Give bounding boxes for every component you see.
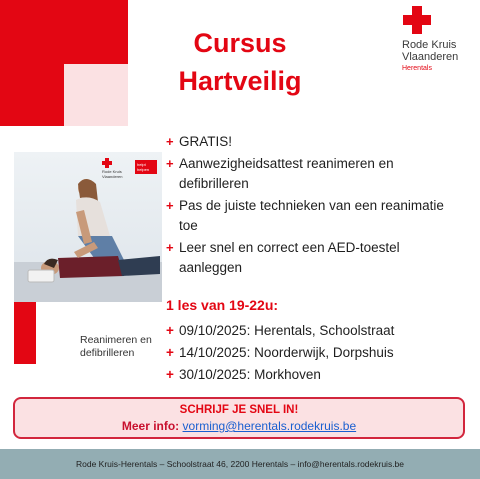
brochure-logo-text bbox=[102, 169, 122, 179]
brochure-cross-icon bbox=[102, 158, 112, 168]
logo-name-line-1: Rode Kruis bbox=[402, 39, 457, 51]
cpr-training-illustration bbox=[14, 152, 162, 302]
course-benefits-list bbox=[166, 132, 466, 280]
brochure-badge-line-1: helpt bbox=[137, 162, 146, 167]
brochure-badge bbox=[135, 160, 157, 174]
list-item: + Pas de juiste technieken van een reanimatie toe bbox=[166, 198, 444, 233]
signup-heading: SCHRIJF JE SNEL IN! bbox=[179, 404, 299, 416]
brochure-caption-line-1: Reanimeren en bbox=[80, 334, 152, 346]
logo-subtitle: Herentals bbox=[402, 65, 432, 72]
more-info bbox=[15, 418, 463, 435]
brochure-logo-line-2: Vlaanderen bbox=[102, 174, 123, 179]
plus-icon: + bbox=[166, 367, 174, 382]
decorative-pink-block bbox=[64, 64, 128, 126]
plus-icon: + bbox=[166, 134, 174, 149]
list-item: + 09/10/2025: Herentals, Schoolstraat bbox=[166, 320, 466, 342]
sessions-heading: 1 les van 19-22u: bbox=[166, 297, 279, 313]
logo-name bbox=[402, 39, 478, 63]
plus-icon: + bbox=[166, 156, 174, 171]
brochure-caption-line-2: defibrilleren bbox=[80, 347, 135, 359]
title-line-2: Hartveilig bbox=[178, 66, 302, 96]
footer-contact: Rode Kruis-Herentals – Schoolstraat 46, 2200 Herentals – info@herentals.rodekruis.be bbox=[0, 449, 480, 479]
brochure-logo-line-1: Rode Kruis bbox=[102, 169, 122, 174]
list-item: + GRATIS! bbox=[166, 132, 466, 152]
plus-icon: + bbox=[166, 345, 174, 360]
rode-kruis-logo bbox=[402, 6, 478, 72]
plus-icon: + bbox=[166, 240, 174, 255]
brochure-caption bbox=[80, 334, 152, 360]
decorative-red-block bbox=[0, 0, 128, 64]
list-item: + Leer snel en correct een AED-toestel aanleggen bbox=[166, 240, 400, 275]
page-title bbox=[150, 24, 330, 100]
title-line-1: Cursus bbox=[193, 28, 287, 58]
decorative-red-block-lower bbox=[0, 64, 64, 126]
brochure-badge-line-2: helpen bbox=[137, 167, 150, 172]
red-cross-icon bbox=[403, 6, 431, 34]
plus-icon: + bbox=[166, 323, 174, 338]
list-item: + 30/10/2025: Morkhoven bbox=[166, 364, 466, 386]
list-item: + 14/10/2025: Noorderwijk, Dorpshuis bbox=[166, 342, 466, 364]
list-item: + Aanwezigheidsattest reanimeren en defibrilleren bbox=[166, 156, 394, 191]
session-dates-list bbox=[166, 320, 466, 386]
brochure-image bbox=[14, 152, 162, 364]
signup-callout bbox=[13, 397, 465, 439]
more-info-label: Meer info: bbox=[121, 419, 180, 433]
logo-name-line-2: Vlaanderen bbox=[402, 51, 459, 63]
plus-icon: + bbox=[166, 198, 174, 213]
email-link[interactable]: vorming@herentals.rodekruis.be bbox=[182, 419, 357, 433]
